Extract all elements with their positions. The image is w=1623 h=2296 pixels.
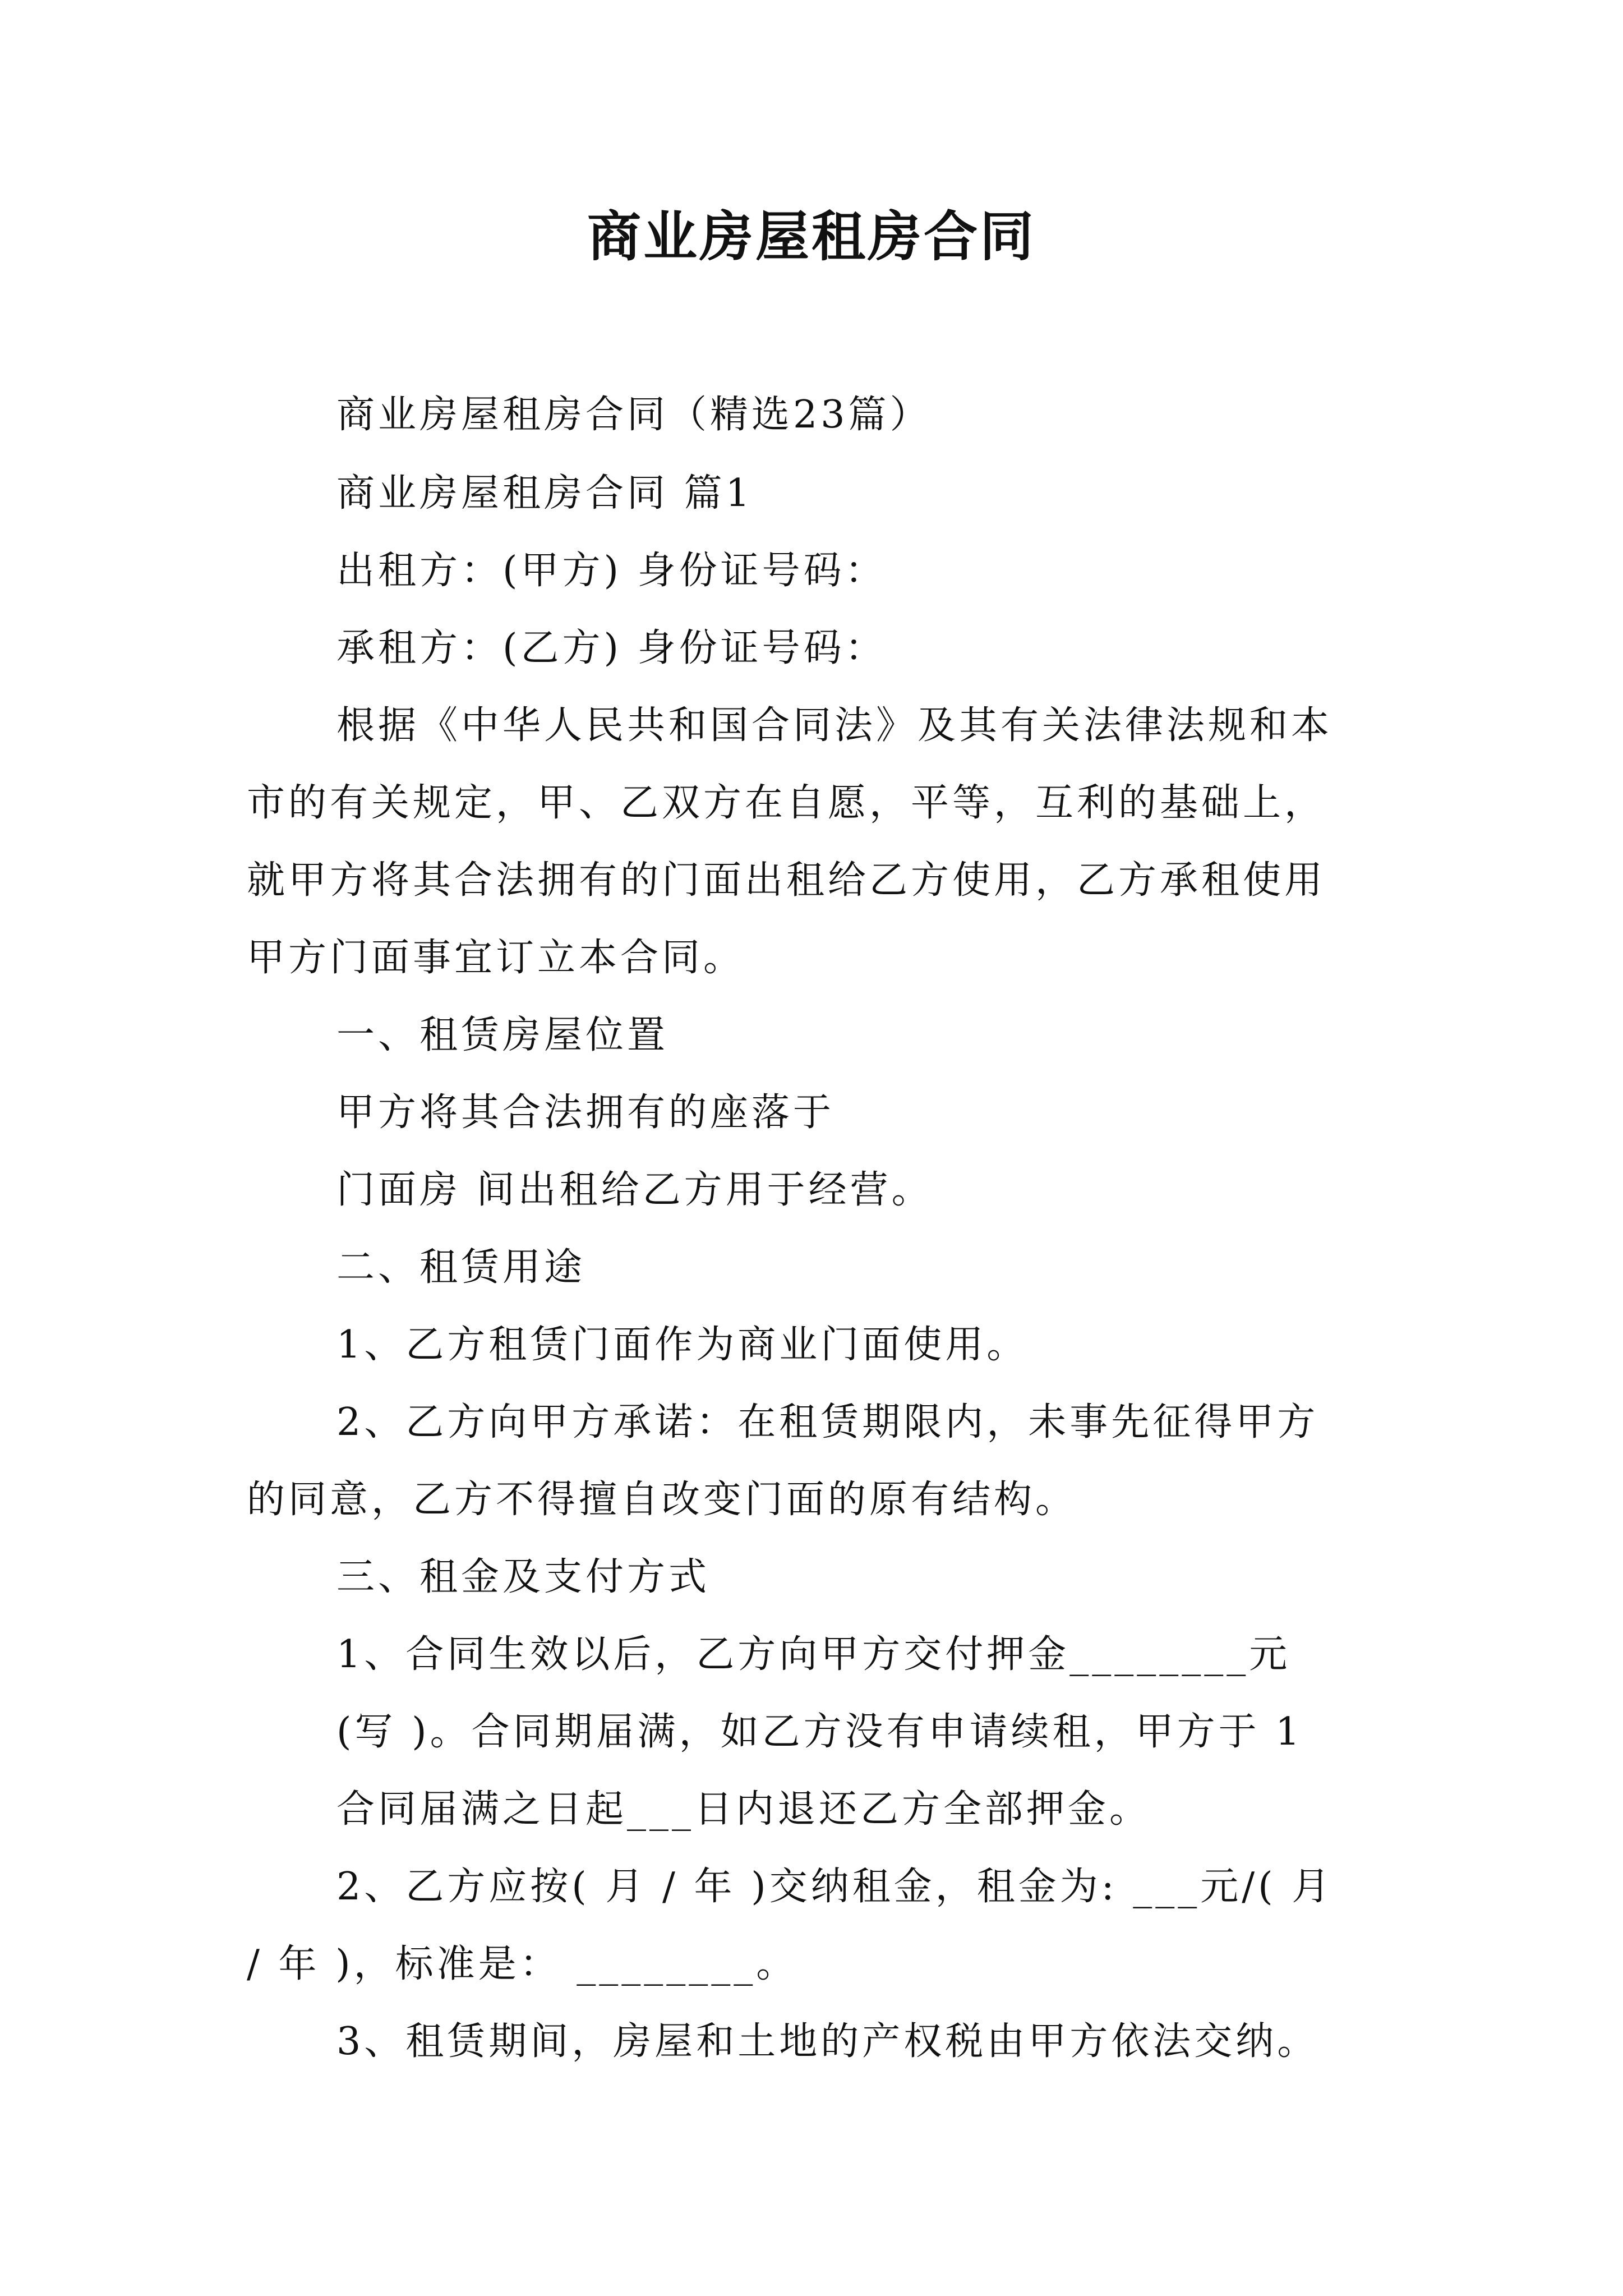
paragraph-line: / 年 )，标准是： ________。 bbox=[247, 1942, 798, 1986]
paragraph-line: 3、租赁期间，房屋和土地的产权税由甲方依法交纳。 bbox=[336, 2019, 1319, 2064]
paragraph-line: 门面房 间出租给乙方用于经营。 bbox=[336, 1168, 933, 1212]
clause-heading-line: 三、租金及支付方式 bbox=[336, 1555, 711, 1599]
paragraph-line: 2、乙方应按( 月 / 年 )交纳租金，租金为: ___元/( 月 bbox=[336, 1865, 1334, 1909]
paragraph-line: 1、乙方租赁门面作为商业门面使用。 bbox=[336, 1323, 1029, 1367]
paragraph-line: 市的有关规定，甲、乙双方在自愿，平等，互利的基础上， bbox=[247, 781, 1326, 825]
paragraph-line: 根据《中华人民共和国合同法》及其有关法律法规和本 bbox=[336, 703, 1333, 748]
paragraph-line: 甲方将其合法拥有的座落于 bbox=[336, 1091, 835, 1135]
paragraph-line: (写 )。合同期届满，如乙方没有申请续租，甲方于 1 bbox=[336, 1710, 1303, 1754]
paragraph-line: 2、乙方向甲方承诺：在租赁期限内，未事先征得甲方 bbox=[336, 1400, 1319, 1444]
clause-heading-line: 二、租赁用途 bbox=[336, 1245, 586, 1290]
subtitle-line: 商业房屋租房合同（精选23篇） bbox=[336, 393, 932, 437]
clause-heading-line: 一、租赁房屋位置 bbox=[336, 1013, 669, 1057]
lessor-line: 出租方：(甲方) 身份证号码： bbox=[336, 549, 887, 593]
section-heading-line: 商业房屋租房合同 篇1 bbox=[336, 471, 753, 516]
paragraph-line: 合同届满之日起___日内退还乙方全部押金。 bbox=[336, 1787, 1151, 1832]
paragraph-line: 1、合同生效以后，乙方向甲方交付押金________元 bbox=[336, 1632, 1291, 1677]
lessee-line: 承租方：(乙方) 身份证号码： bbox=[336, 626, 887, 670]
paragraph-line: 的同意，乙方不得擅自改变门面的原有结构。 bbox=[247, 1478, 1077, 1522]
document-title: 商业房屋租房合同 bbox=[587, 205, 1036, 268]
paragraph-line: 就甲方将其合法拥有的门面出租给乙方使用，乙方承租使用 bbox=[247, 858, 1326, 903]
paragraph-line: 甲方门面事宜订立本合同。 bbox=[247, 936, 745, 980]
